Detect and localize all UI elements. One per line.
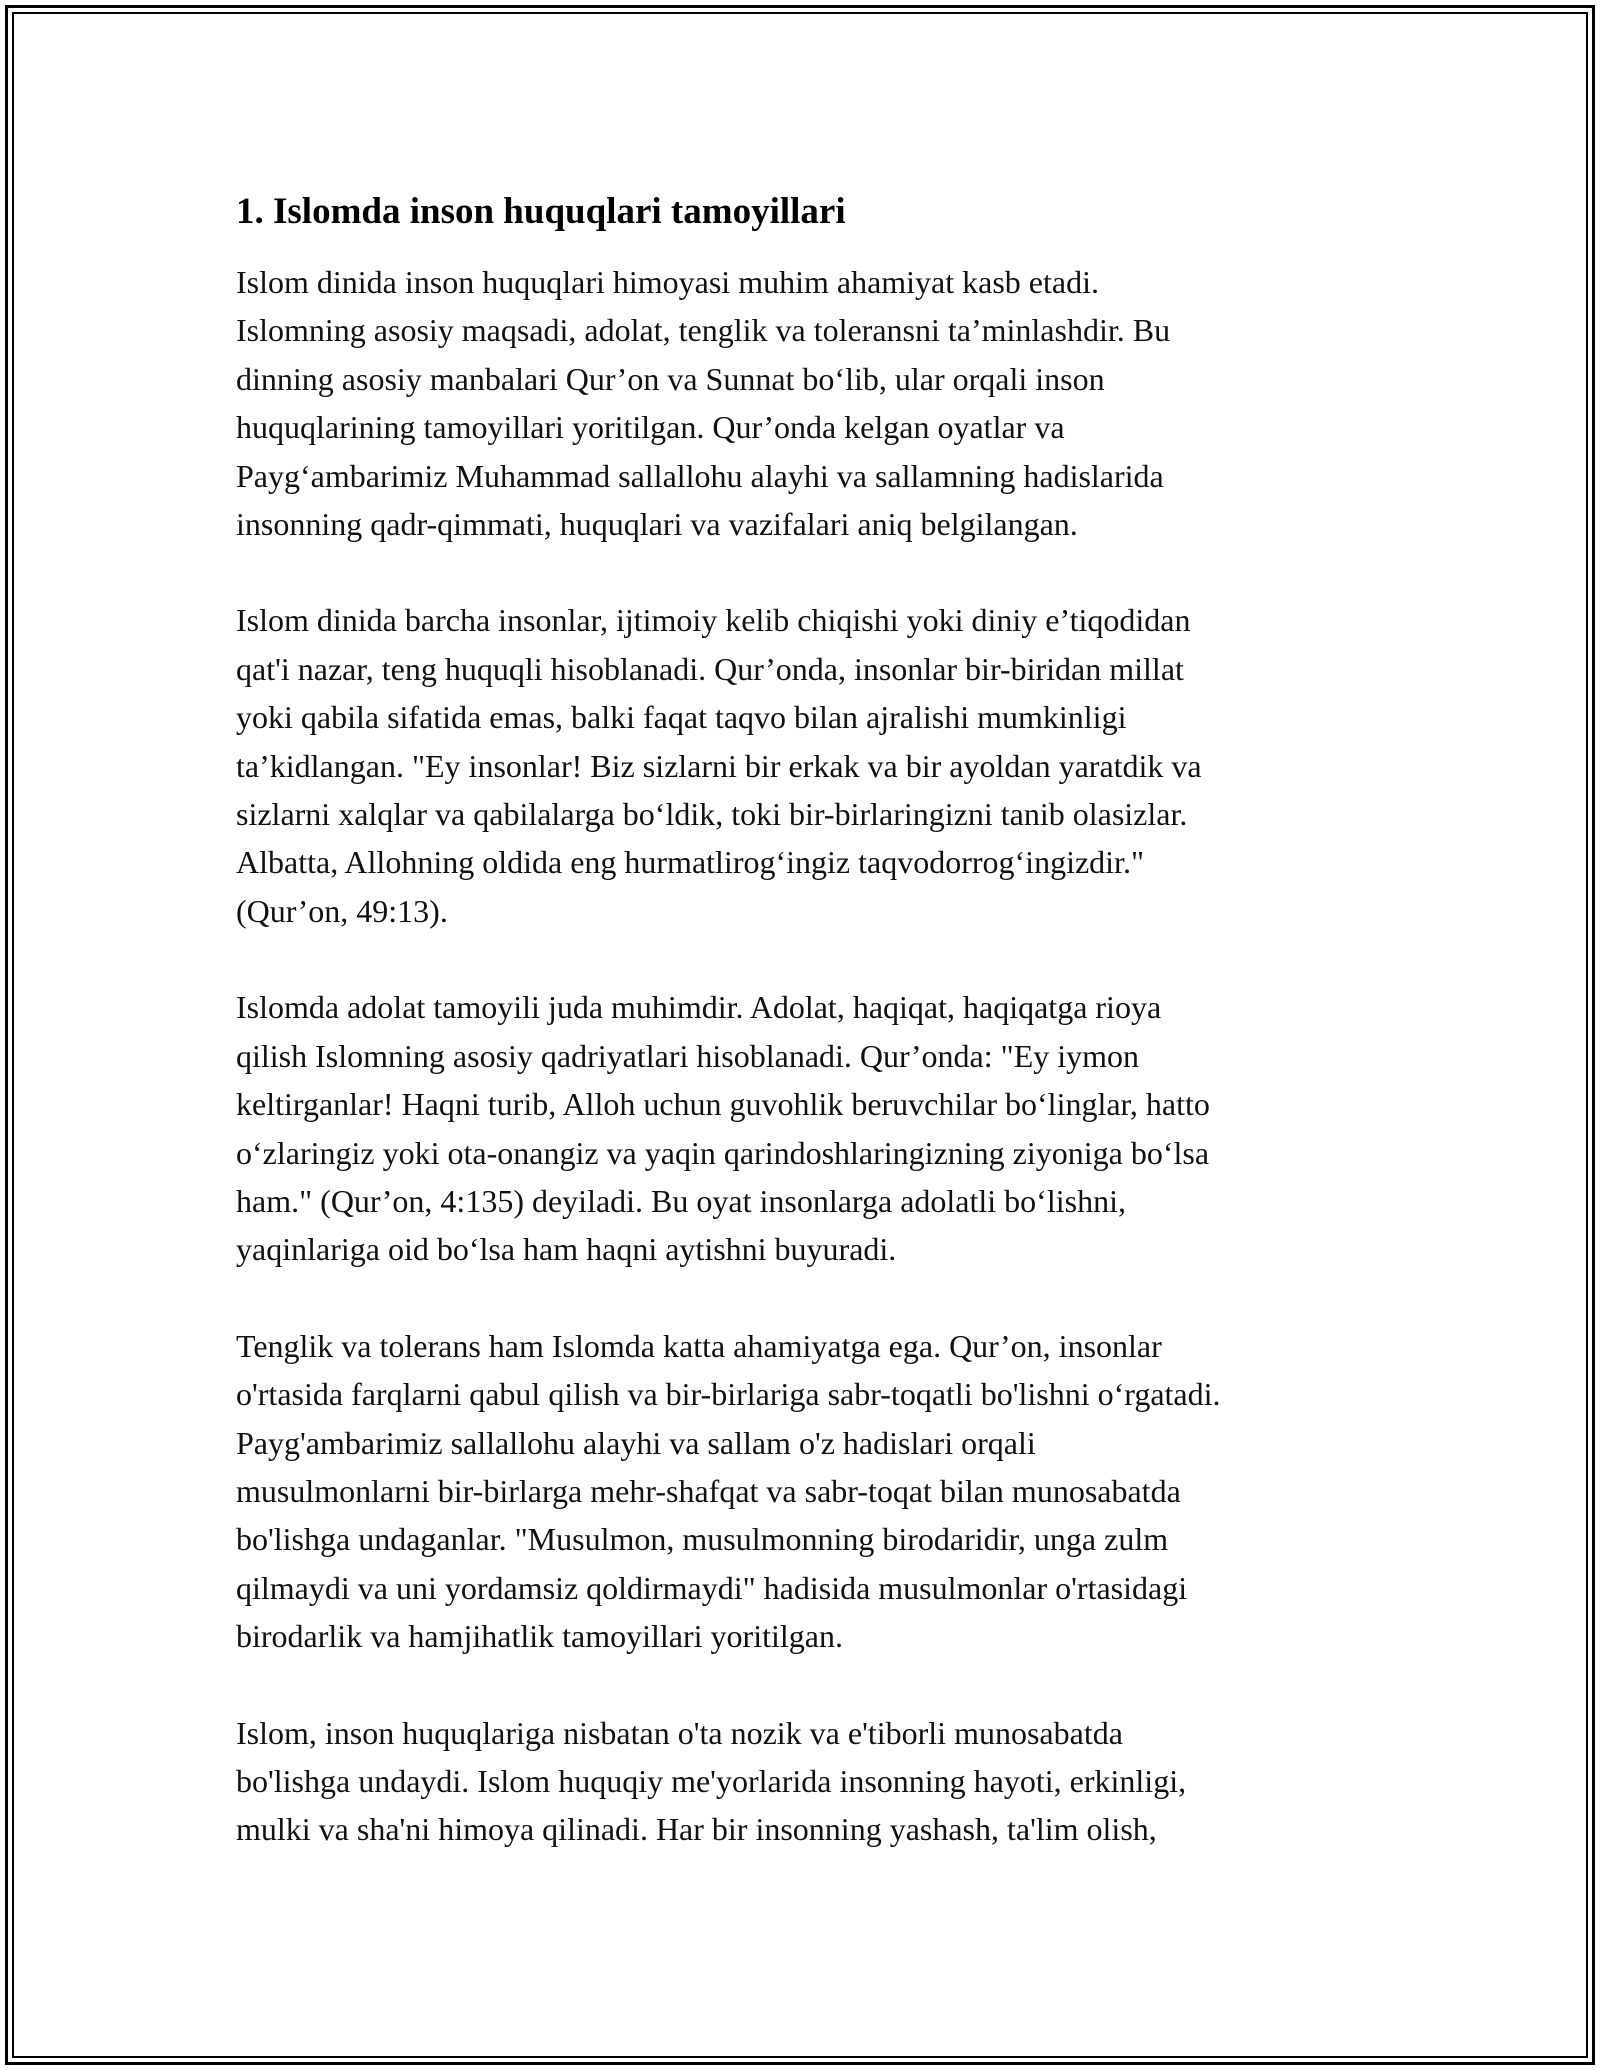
- text-line: Islom, inson huquqlariga nisbatan o'ta nozik va e'tiborli munosabatda: [236, 1714, 1123, 1751]
- text-line: dinning asosiy manbalari Qur’on va Sunnat bo‘lib, ular orqali inson: [236, 360, 1105, 397]
- text-line: yaqinlariga oid bo‘lsa ham haqni aytishni buyuradi.: [236, 1231, 897, 1268]
- text-line: Payg'ambarimiz sallallohu alayhi va sallam o'z hadislari orqali: [236, 1424, 1036, 1461]
- text-line: birodarlik va hamjihatlik tamoyillari yoritilgan.: [236, 1618, 843, 1655]
- text-line: yoki qabila sifatida emas, balki faqat taqvo bilan ajralishi mumkinligi: [236, 699, 1127, 736]
- text-line: qilmaydi va uni yordamsiz qoldirmaydi" hadisida musulmonlar o'rtasidagi: [236, 1569, 1188, 1606]
- text-line: Payg‘ambarimiz Muhammad sallallohu alayhi va sallamning hadislarida: [236, 457, 1164, 494]
- text-line: ta’kidlangan. "Ey insonlar! Biz sizlarni bir erkak va bir ayoldan yaratdik va: [236, 747, 1202, 784]
- paragraph-1: [236, 258, 1376, 548]
- text-line: Islomda adolat tamoyili juda muhimdir. Adolat, haqiqat, haqiqatga rioya: [236, 989, 1162, 1026]
- text-line: (Qur’on, 49:13).: [236, 892, 448, 929]
- text-line: huquqlarining tamoyillari yoritilgan. Qur’onda kelgan oyatlar va: [236, 409, 1065, 446]
- text-line: Islom dinida inson huquqlari himoyasi muhim ahamiyat kasb etadi.: [236, 264, 1099, 300]
- text-line: ham." (Qur’on, 4:135) deyiladi. Bu oyat insonlarga adolatli bo‘lishni,: [236, 1182, 1126, 1219]
- text-line: mulki va sha'ni himoya qilinadi. Har bir insonning yashash, ta'lim olish,: [236, 1811, 1157, 1848]
- text-line: Islom dinida barcha insonlar, ijtimoiy kelib chiqishi yoki diniy e’tiqodidan: [236, 602, 1191, 639]
- text-line: insonning qadr-qimmati, huquqlari va vazifalari aniq belgilangan.: [236, 506, 1078, 543]
- text-line: qilish Islomning asosiy qadriyatlari hisoblanadi. Qur’onda: "Ey iymon: [236, 1037, 1140, 1074]
- text-line: bo'lishga undaganlar. "Musulmon, musulmonning birodaridir, unga zulm: [236, 1521, 1169, 1558]
- text-line: keltirganlar! Haqni turib, Alloh uchun guvohlik beruvchilar bo‘linglar, hatto: [236, 1086, 1210, 1123]
- text-line: o'rtasida farqlarni qabul qilish va bir-birlariga sabr-toqatli bo'lishni o‘rgatadi.: [236, 1376, 1221, 1413]
- paragraph-4: [236, 1322, 1376, 1661]
- text-line: Islomning asosiy maqsadi, adolat, tenglik va toleransni ta’minlashdir. Bu: [236, 312, 1171, 349]
- text-line: sizlarni xalqlar va qabilalarga bo‘ldik, toki bir-birlaringizni tanib olasizlar.: [236, 796, 1188, 833]
- paragraph-5: [236, 1709, 1376, 1854]
- document-body: [236, 188, 1376, 1902]
- text-line: Albatta, Allohning oldida eng hurmatlirog‘ingiz taqvodorrog‘ingizdir.": [236, 844, 1144, 881]
- paragraph-3: [236, 983, 1376, 1273]
- text-line: qat'i nazar, teng huquqli hisoblanadi. Qur’onda, insonlar bir-biridan millat: [236, 650, 1184, 687]
- text-line: o‘zlaringiz yoki ota-onangiz va yaqin qarindoshlaringizning ziyoniga bo‘lsa: [236, 1134, 1210, 1171]
- paragraph-2: [236, 596, 1376, 935]
- text-line: bo'lishga undaydi. Islom huquqiy me'yorlarida insonning hayoti, erkinligi,: [236, 1762, 1187, 1799]
- text-line: Tenglik va tolerans ham Islomda katta ahamiyatga ega. Qur’on, insonlar: [236, 1327, 1162, 1364]
- text-line: musulmonlarni bir-birlarga mehr-shafqat va sabr-toqat bilan munosabatda: [236, 1472, 1181, 1509]
- section-heading: 1. Islomda inson huquqlari tamoyillari: [236, 191, 846, 232]
